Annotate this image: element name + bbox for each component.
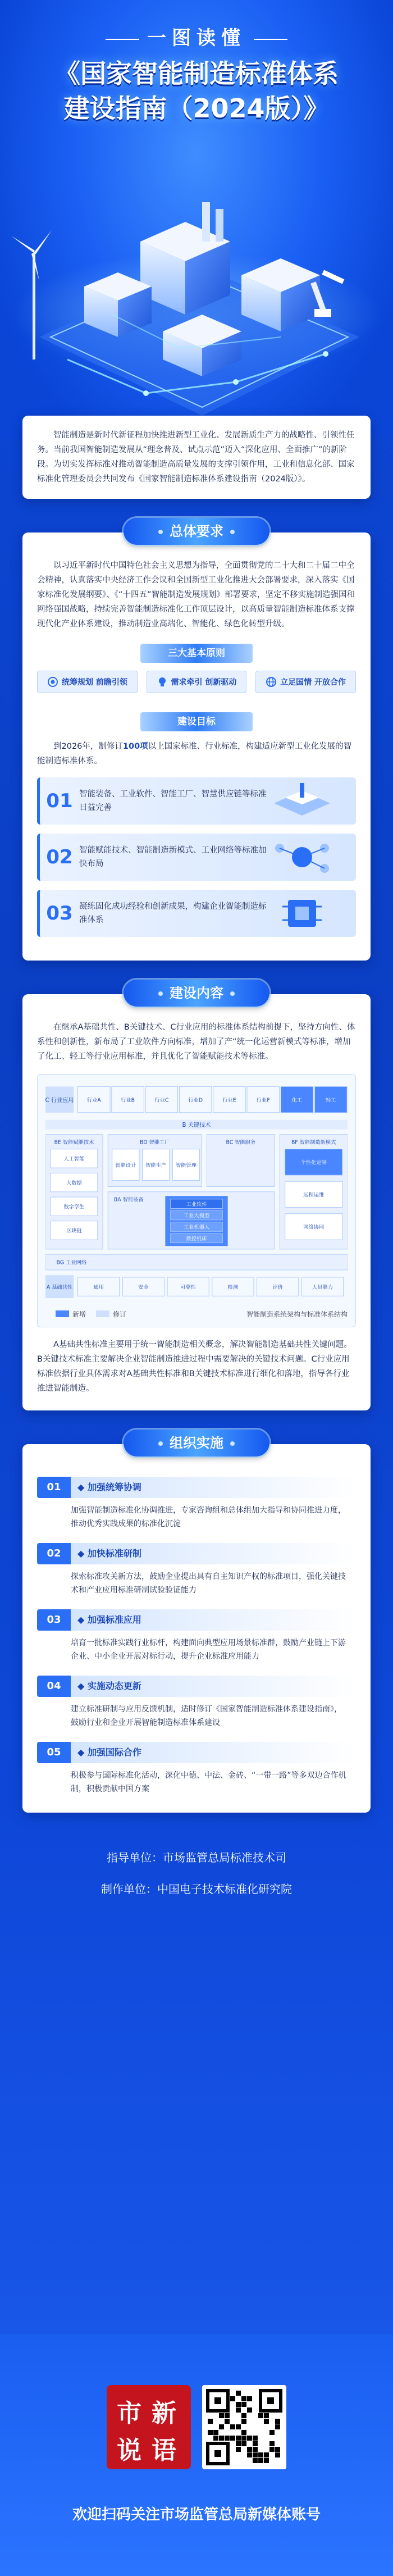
kicker-text: 一图读懂 [147, 27, 246, 49]
goals-intro-strong: 100项 [122, 742, 148, 751]
org-head-3 [37, 1609, 356, 1631]
org-num-3: 03 [37, 1609, 71, 1631]
c-row-item: 行业B [121, 1097, 135, 1104]
section-title-general-text: 总体要求 [170, 524, 223, 539]
org-item-5 [37, 1742, 356, 1798]
org-head-4 [37, 1676, 356, 1697]
a-item: 人员能力 [312, 1284, 333, 1291]
made-unit [0, 1873, 393, 1905]
be-label: BE 智能赋能技术 [54, 1139, 94, 1146]
qr-module [241, 2436, 246, 2441]
c-row-item: 轻工 [326, 1097, 336, 1104]
qr-module [225, 2413, 230, 2418]
chip-illustration [263, 893, 341, 934]
qr-module [241, 2413, 246, 2418]
qr-module [236, 2407, 241, 2413]
made-value: 中国电子技术标准化研究院 [157, 1882, 292, 1896]
qr-module [247, 2396, 252, 2401]
globe-icon [266, 676, 277, 688]
goal-item-1 [37, 777, 356, 825]
qr-module [236, 2402, 241, 2407]
org-label-text-2: 加快标准研制 [87, 1548, 141, 1559]
goals-intro-suffix: 以上国家标准、行业标准，构建适应新型工业化发展的智能制造标准体系。 [37, 742, 352, 766]
qr-module [236, 2436, 241, 2441]
logo-char-2: 新 [152, 2399, 176, 2428]
qr-module [258, 2413, 263, 2418]
a-items [78, 1277, 344, 1296]
qr-module [253, 2452, 258, 2457]
bf-item: 远程运维 [303, 1192, 325, 1199]
footer-bar [0, 2334, 393, 2576]
a-label: A 基础共性 [46, 1284, 73, 1291]
kicker-line-right [254, 39, 287, 40]
hero-kicker [0, 22, 393, 50]
legend-mod-swatch [96, 1310, 109, 1317]
standard-structure-svg [45, 1082, 348, 1301]
qr-module [275, 2419, 280, 2424]
general-panel [22, 533, 371, 961]
org-num-4: 04 [37, 1676, 71, 1697]
org-label-text-5: 加强国际合作 [87, 1746, 141, 1758]
logo-char-4: 语 [152, 2436, 176, 2465]
qr-module [275, 2452, 280, 2457]
qr-module [264, 2458, 269, 2463]
title-dot-left [158, 1441, 163, 1446]
hero-title [0, 56, 393, 126]
section-title-org [124, 1430, 269, 1457]
bf-items [285, 1149, 342, 1240]
org-item-4 [37, 1676, 356, 1732]
qr-module [230, 2436, 235, 2441]
center-item: 工业大模型 [183, 1213, 210, 1219]
goal-num-3: 03 [46, 902, 73, 925]
org-item-2 [37, 1543, 356, 1599]
lightbulb-icon [157, 676, 168, 688]
bc-label: BC 智能服务 [226, 1139, 256, 1146]
bf-label: BF 智能制造新模式 [291, 1139, 336, 1146]
org-text-2: 探索标准攻关新方法，鼓励企业提出具有自主知识产权的标准项目，强化关键技术和产业应用标准研制试验验证能力 [71, 1572, 346, 1595]
general-wrap [22, 533, 371, 961]
bf-item: 个性化定制 [300, 1159, 327, 1166]
org-head-2 [37, 1543, 356, 1564]
qr-module [258, 2452, 263, 2457]
principle-item-2 [147, 671, 247, 693]
principles-title: 三大基本原则 [140, 644, 253, 663]
org-item-3 [37, 1609, 356, 1665]
principle-label-2: 需求牵引 创新驱动 [171, 678, 237, 687]
qr-module [213, 2436, 218, 2441]
principle-item-1 [37, 671, 138, 693]
smart-factory-illustration [0, 169, 393, 438]
org-label-1: ◆ 加强统筹协调 [71, 1477, 356, 1498]
goals-intro-prefix: 到2026年，制修订 [53, 742, 123, 751]
bd-item: 智能设计 [115, 1162, 136, 1169]
qr-module [247, 2407, 252, 2413]
ba-label: BA 智能装备 [114, 1196, 144, 1203]
standard-system-diagram [37, 1074, 356, 1327]
bg-label: BG 工业网络 [56, 1259, 87, 1266]
org-text-4: 建立标准研制与应用反馈机制，适时修订《国家智能制造标准体系建设指南》，鼓励行业和企业开展智能制造标准体系建设 [71, 1704, 342, 1727]
goal-text-3: 凝练固化成功经验和创新成果，构建企业智能制造标准体系 [79, 902, 267, 925]
goal-text-2: 智能赋能技术、智能制造新模式、工业网络等标准加快布局 [79, 846, 267, 868]
qr-module [258, 2458, 263, 2463]
content-paragraph-2: A基础共性标准主要用于统一智能制造相关概念，解决智能制造基础共性关键问题。B关键技术标准主要解决企业智能制造推进过程中需要解决的关键技术问题。C行业应用标准依据行业具体需求对A基础共性标准和B关键技术标准进行细化和落地，指导各行业推进智能制造。 [37, 1340, 352, 1393]
qr-module [253, 2436, 258, 2441]
title-dot-right [230, 1441, 235, 1446]
goals-title: 建设目标 [140, 712, 253, 731]
bf-item: 网络协同 [303, 1224, 325, 1231]
qr-module [230, 2396, 235, 2401]
c-row-item: 行业F [256, 1097, 270, 1104]
qr-module [241, 2441, 246, 2446]
be-item: 大数据 [66, 1180, 82, 1186]
principle-item-3 [255, 671, 356, 693]
qr-module [219, 2436, 224, 2441]
goal-item-3 [37, 890, 356, 937]
qr-module [219, 2413, 224, 2418]
equipment-illustration [263, 781, 341, 821]
org-head-5 [37, 1742, 356, 1763]
center-item: 工业软件 [186, 1201, 207, 1208]
org-label-4: ◆ 实施动态更新 [71, 1676, 356, 1697]
qr-module [241, 2419, 246, 2424]
guide-unit [0, 1842, 393, 1873]
qr-module [275, 2424, 280, 2429]
hero-banner [0, 0, 393, 438]
b-label: B 关键技术 [182, 1122, 211, 1128]
qr-code[interactable] [202, 2385, 286, 2469]
qr-module [253, 2447, 258, 2452]
qr-module [236, 2391, 241, 2396]
qr-module [247, 2447, 252, 2452]
qr-module [253, 2441, 258, 2446]
qr-module [236, 2447, 241, 2452]
a-item: 可靠性 [180, 1284, 196, 1291]
bd-items [112, 1149, 200, 1181]
goal-text-1: 智能装备、工业软件、智能工厂、智慧供应链等标准日益完善 [79, 790, 267, 812]
general-paragraph: 以习近平新时代中国特色社会主义思想为指导，全面贯彻党的二十大和二十届二中全会精神，认真落实中央经济工作会议和全国新型工业化推进大会部署要求，深入落实《国家标准化发展纲要》、《“十四五”智能制造发展规划》部署要求，坚定不移实施制造强国和网络强国战略，持续完善智能制造标准化工作顶层设计，以高质量智能制造标准体系支撑现代化产业体系建设，推动制造业高端化、智能化、绿色化转型升级。 [37, 561, 355, 629]
qr-module [269, 2441, 275, 2446]
principles-list [37, 671, 356, 700]
section-title-org-text: 组织实施 [170, 1435, 223, 1451]
qr-module [269, 2430, 275, 2435]
org-label-text-3: 加强标准应用 [87, 1614, 141, 1625]
c-row-item: 化工 [291, 1097, 303, 1104]
qr-module [264, 2413, 269, 2418]
c-row-item: 行业A [86, 1097, 101, 1104]
network-illustration [263, 837, 341, 877]
follow-text: 欢迎扫码关注市场监管总局新媒体账号 [72, 2506, 321, 2523]
qr-module [264, 2452, 269, 2457]
org-num-5: 05 [37, 1742, 71, 1763]
principle-label-1: 统筹规划 前瞻引领 [62, 678, 127, 687]
qr-module [225, 2436, 230, 2441]
qr-module [208, 2430, 213, 2435]
org-num-1: 01 [37, 1477, 71, 1498]
footer-info [0, 1842, 393, 1905]
org-label-5: ◆ 加强国际合作 [71, 1742, 356, 1763]
target-icon [47, 676, 58, 688]
org-label-text-4: 实施动态更新 [87, 1680, 141, 1691]
goals-intro [37, 739, 356, 768]
c-row-item: 行业E [222, 1097, 236, 1104]
org-text-1: 加强智能制造标准化协调推进，专家咨询组和总体组加大指导和协同推进力度，推动优秀实践成果的标准化沉淀 [71, 1505, 346, 1528]
legend-new-swatch [56, 1310, 69, 1317]
qr-module [264, 2419, 269, 2424]
section-title-content-text: 建设内容 [170, 985, 223, 1001]
c-row-item: 行业D [188, 1097, 203, 1104]
qr-module [236, 2441, 241, 2446]
center-item: 数控机床 [186, 1236, 207, 1243]
intro-wrap [22, 416, 371, 499]
qr-module [275, 2447, 280, 2452]
org-label-text-1: 加强统筹协调 [87, 1481, 141, 1492]
org-label-3: ◆ 加强标准应用 [71, 1609, 356, 1631]
goal-item-2 [37, 834, 356, 881]
org-item-1 [37, 1477, 356, 1533]
title-dot-right [230, 991, 235, 996]
legend-new-label: 新增 [72, 1310, 86, 1318]
goal-list [37, 777, 356, 937]
be-item: 数字孪生 [63, 1204, 85, 1210]
org-wrap [22, 1444, 371, 1813]
title-dot-left [158, 991, 163, 996]
qr-module [241, 2402, 246, 2407]
qr-module [247, 2436, 252, 2441]
org-text-3: 培育一批标准实践行业标杆，构建面向典型应用场景标准群，鼓励产业链上下游企业、中小企业开展对标行动，提升企业标准应用能力 [71, 1638, 346, 1661]
section-title-general [124, 518, 269, 545]
logo-char-3: 说 [117, 2436, 141, 2465]
legend-mod-label: 修订 [113, 1310, 127, 1318]
content-paragraph: 在继承A基础共性、B关键技术、C行业应用的标准体系结构前提下，坚持方向性、体系性和创新性，新布局了工业软件方向标准，增加了产“统一化运营新模式等标准，增加了化工、轻工等行业应用标准，并且优化了智能赋能技术等标准。 [37, 1023, 355, 1061]
diagram-legend [45, 1309, 348, 1319]
org-head-1 [37, 1477, 356, 1498]
qr-module [208, 2419, 213, 2424]
kicker-line-left [106, 39, 139, 40]
hero-title-line1: 《国家智能制造标准体系 [54, 58, 339, 89]
content-panel [22, 994, 371, 1410]
qr-module [225, 2419, 230, 2424]
qr-module [241, 2396, 246, 2401]
bd-item: 智能管理 [175, 1162, 196, 1169]
qr-module [241, 2430, 246, 2435]
qr-code-icon [202, 2385, 286, 2469]
qr-module [230, 2424, 235, 2429]
guide-label: 指导单位： [107, 1850, 163, 1864]
goal-num-2: 02 [46, 846, 73, 868]
c-row-items [78, 1086, 348, 1112]
bg-box [45, 1254, 348, 1270]
title-dot-right [230, 530, 235, 534]
logo-char-1: 市 [117, 2399, 141, 2428]
bd-label: BD 智能工厂 [140, 1139, 170, 1146]
qr-module [236, 2424, 241, 2429]
qr-module [213, 2430, 218, 2435]
brand-logo [107, 2385, 191, 2469]
hero-title-line2: 建设指南（2024版）》 [63, 93, 330, 124]
qr-module [219, 2424, 224, 2429]
goal-num-1: 01 [46, 790, 73, 812]
guide-value: 市场监管总局标准技术司 [163, 1850, 286, 1864]
intro-text: 智能制造是新时代新征程加快推进新型工业化、发展新质生产力的战略性、引领性任务。当前我国智能制造发展从“理念普及、试点示范”迈入“深化应用、全面推广”的新阶段。为切实发挥标准对推动智能制造高质量发展的支撑引领作用，工业和信息化部、国家标准化管理委员会共同发布《国家智能制造标准体系建设指南（2024版）》。 [22, 416, 371, 499]
c-row-item: 行业C [154, 1097, 169, 1104]
org-text-5: 积极参与国际标准化活动，深化中德、中法、金砖、“一带一路”等多双边合作机制，积极贡献中国方案 [71, 1771, 346, 1794]
qr-module [253, 2458, 258, 2463]
content-wrap [22, 994, 371, 1410]
a-item: 检测 [227, 1284, 239, 1291]
principle-label-3: 立足国情 开放合作 [280, 678, 346, 687]
qr-module [269, 2447, 275, 2452]
org-label-2: ◆ 加快标准研制 [71, 1543, 356, 1564]
section-title-content [124, 980, 269, 1007]
a-item: 评价 [272, 1284, 283, 1291]
bd-item: 智能生产 [145, 1162, 167, 1169]
be-item: 人工智能 [63, 1156, 85, 1163]
diagram-caption: 智能制造系统架构与标准体系结构 [246, 1310, 348, 1318]
made-label: 制作单位： [101, 1882, 157, 1896]
qr-module [247, 2452, 252, 2457]
center-item: 工业机器人 [183, 1224, 210, 1231]
be-item: 区块链 [66, 1228, 82, 1235]
org-panel [22, 1444, 371, 1813]
a-item: 通用 [93, 1284, 104, 1291]
a-item: 安全 [138, 1284, 149, 1291]
c-label: C 行业应用 [45, 1098, 74, 1104]
title-dot-left [158, 530, 163, 534]
org-num-2: 02 [37, 1543, 71, 1564]
